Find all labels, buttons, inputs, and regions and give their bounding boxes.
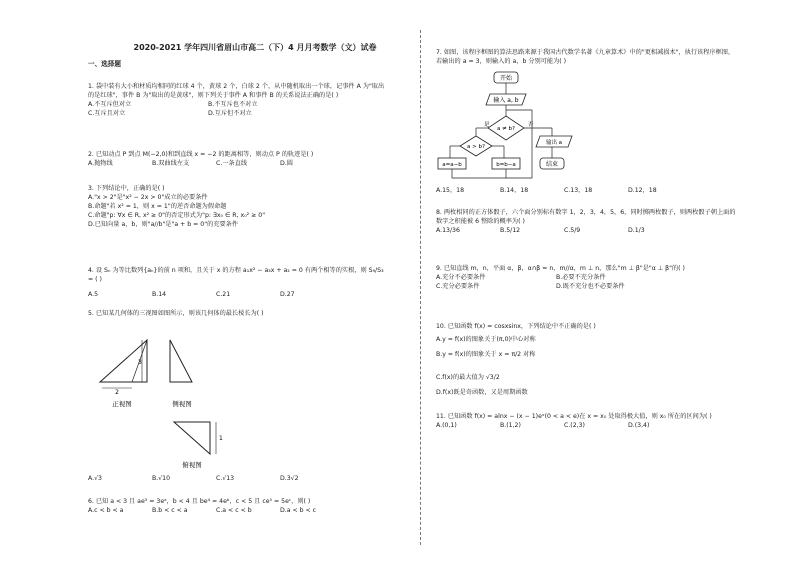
question-9 xyxy=(436,264,736,291)
option-b: B.14 xyxy=(152,291,167,298)
height-dim-label: 3 xyxy=(138,359,142,366)
question-5 xyxy=(88,309,388,318)
option-c: C.a < c < b xyxy=(216,507,252,514)
question-stem: 11. 已知函数 f(x) = alnx − (x − 1)eˣ(0 < a < e)在 x = x₀ 处取得极大值，则 x₀ 所在的区间为( ) xyxy=(436,413,712,420)
top-view-shape xyxy=(174,422,210,454)
option-d: D.(3,4) xyxy=(628,422,650,429)
flow-no-label: 否 xyxy=(528,122,534,128)
side-view-shape xyxy=(170,340,192,382)
three-view-figure xyxy=(92,322,332,472)
option-b: B.√10 xyxy=(152,475,171,482)
option-a: A.c < b < a xyxy=(88,507,124,514)
question-5-options xyxy=(88,474,388,483)
flow-yes-label: 是 xyxy=(484,122,490,128)
option-c: C.13，18 xyxy=(564,187,593,194)
option-a: A.y = f(x)的图象关于(π,0)中心对称 xyxy=(436,336,536,343)
option-a: A."x > 2"是"x² − 2x > 0"成立的必要条件 xyxy=(88,194,208,201)
option-c: C.互斥且对立 xyxy=(88,110,126,117)
question-6 xyxy=(88,497,388,515)
top-dim-label: 1 xyxy=(219,435,223,442)
option-b: B.b < c < a xyxy=(152,507,188,514)
flow-start-text: 开始 xyxy=(499,75,513,82)
front-view-label: 正视图 xyxy=(112,400,132,408)
question-11 xyxy=(436,412,736,430)
option-c: C.21 xyxy=(216,291,231,298)
question-3 xyxy=(88,184,388,229)
option-d: D.3√2 xyxy=(280,475,299,482)
option-d: D.既不充分也不必要条件 xyxy=(556,283,625,290)
question-stem: 1. 袋中装有大小和材质均相同的红球 4 个，黄球 2 个，白球 2 个，从中随机取出一个球，记事件 A 为"取出的是红球"，事件 B 为"取出的是黄球"，则下列关于事件 A 和事件 B 的关系说法正确的是( ) xyxy=(88,83,385,99)
side-view-label: 侧视图 xyxy=(172,400,192,408)
option-a: A.(0,1) xyxy=(436,422,457,429)
option-a: A.5 xyxy=(88,291,99,298)
question-stem: 7. 如图，该程序框图的算法思路来源于我国古代数学名著《九章算术》中的"更相减损术"，执行该程序框图，若输出的 a = 3，则输入的 a，b 分别可能为( ) xyxy=(436,49,735,65)
option-d: D.已知向量 a，b，则"a//b"是"a + b = 0"的充要条件 xyxy=(88,221,239,228)
option-d: D.1/3 xyxy=(628,227,645,234)
question-2 xyxy=(88,150,388,168)
option-a: A.13/36 xyxy=(436,227,460,234)
option-c: C.f(x)的最大值为 √3/2 xyxy=(436,374,500,381)
flow-input-text: 输入 a, b xyxy=(493,97,519,104)
flow-cond2-text: a > b? xyxy=(467,144,485,150)
question-8 xyxy=(436,208,736,235)
question-7 xyxy=(436,48,736,66)
question-stem: 5. 已知某几何体的三视图如图所示，则该几何体的最长棱长为( ) xyxy=(88,310,264,317)
option-c: C.5/9 xyxy=(564,227,581,234)
option-c: C.一条直线 xyxy=(216,160,248,167)
option-b: B.5/12 xyxy=(500,227,521,234)
option-c: C.充分必要条件 xyxy=(436,283,480,290)
question-stem: 4. 设 Sₙ 为等比数列{aₙ}的前 n 项和，且关于 x 的方程 a₁x² − a₃x + a₂ = 0 有两个相等的实根，则 S₉/S₃ = ( ) xyxy=(88,267,384,283)
option-c: C.√13 xyxy=(216,475,235,482)
option-d: D.圆 xyxy=(280,160,293,167)
question-stem: 2. 已知动点 P 到点 M(−2,0)和到直线 x = −2 的距离相等，则动点 P 的轨迹是( ) xyxy=(88,151,314,158)
option-d: D.27 xyxy=(280,291,295,298)
option-b: B.(1,2) xyxy=(500,422,521,429)
question-stem: 9. 已知直线 m，n，平面 α，β，α∩β = n，m//α，m ⊥ n，那么"m ⊥ β"是"α ⊥ β"的( ) xyxy=(436,265,685,272)
option-a: A.抛物线 xyxy=(88,160,113,167)
front-dim-label: 2 xyxy=(115,389,119,396)
question-4 xyxy=(88,266,388,299)
option-b: B.不互斥也不对立 xyxy=(208,101,258,108)
flow-output-text: 输出 a xyxy=(545,140,563,146)
flow-a-text: a=a−b xyxy=(442,162,462,168)
option-d: D.互斥但不对立 xyxy=(208,110,252,117)
flowchart-figure xyxy=(436,70,616,184)
flow-end-text: 结束 xyxy=(545,161,559,168)
option-b: B.双曲线左支 xyxy=(152,160,190,167)
column-divider xyxy=(420,30,421,545)
option-d: D.a < b < c xyxy=(280,507,317,514)
option-a: A.√3 xyxy=(88,475,102,482)
option-a: A.充分不必要条件 xyxy=(436,274,486,281)
question-stem: 8. 两枚相同的正方体骰子，六个面分别标有数字 1，2，3，4，5，6，同时掷两枚骰子，则两枚骰子朝上面的数字之积能被 6 整除的概率为( ) xyxy=(436,209,736,225)
question-1 xyxy=(88,82,388,118)
question-stem: 6. 已知 a < 3 且 ae³ = 3eᵃ，b < 4 且 be⁴ = 4eᵇ，c < 5 且 ce⁵ = 5eᶜ，则( ) xyxy=(88,498,311,505)
option-c: C.命题"p: ∀x ∈ R, x² ≥ 0"的否定形式为"p: ∃x₀ ∈ R, x₀² ≥ 0" xyxy=(88,212,266,219)
option-a: A.15，18 xyxy=(436,187,465,194)
option-b: B.命题"若 x² = 1，则 x = 1"的逆否命题为假命题 xyxy=(88,203,227,210)
option-d: D.12，18 xyxy=(628,187,657,194)
top-view-label: 俯视图 xyxy=(182,461,202,469)
option-c: C.(2,3) xyxy=(564,422,585,429)
option-a: A.不互斥但对立 xyxy=(88,101,132,108)
option-b: B.y = f(x)的图象关于 x = π/2 对称 xyxy=(436,351,536,358)
option-b: B.必要不充分条件 xyxy=(556,274,606,281)
question-stem: 10. 已知函数 f(x) = cosxsinx，下列结论中不正确的是( ) xyxy=(436,323,596,330)
option-b: B.14，18 xyxy=(500,187,529,194)
flow-b-text: b=b−a xyxy=(496,162,516,168)
page-title: 2020-2021 学年四川省眉山市高二（下）4 月月考数学（文）试卷 xyxy=(133,43,377,52)
flow-cond1-text: a ≠ b? xyxy=(497,126,515,132)
question-stem: 3. 下列结论中，正确的是( ) xyxy=(88,185,165,192)
question-10 xyxy=(436,322,736,397)
question-7-options xyxy=(436,186,736,195)
section-heading: 一、选择题 xyxy=(88,60,121,68)
option-d: D.f(x)既是奇函数，又是周期函数 xyxy=(436,389,528,396)
